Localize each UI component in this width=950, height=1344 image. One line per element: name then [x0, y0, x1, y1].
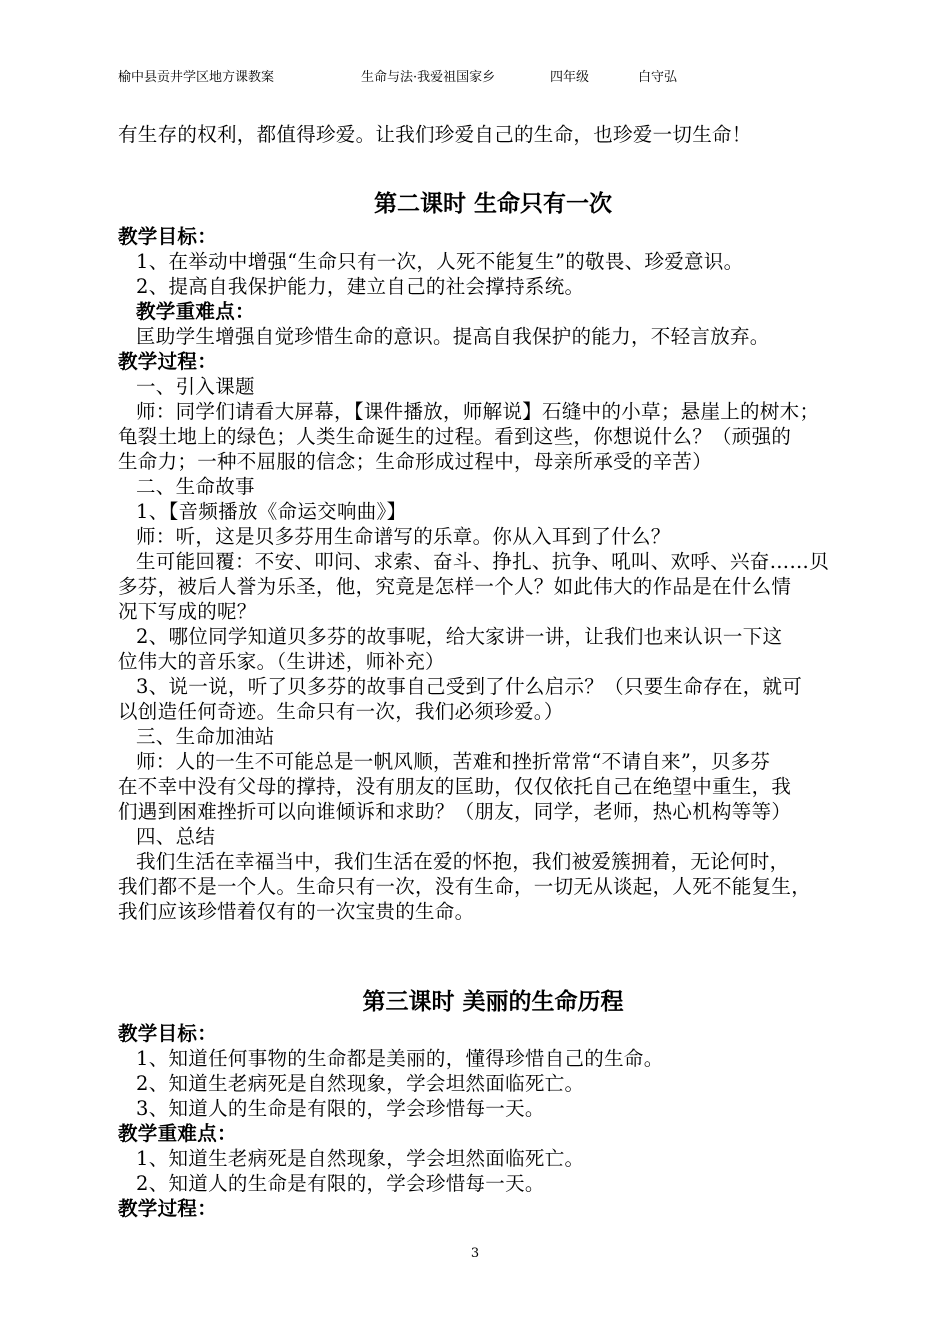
lesson2-process-label: 教学过程：	[118, 350, 218, 373]
process-line: 位伟大的音乐家。（生讲述，师补充）	[118, 650, 445, 673]
header-course: 生命与法·我爱祖国家乡	[361, 70, 496, 85]
lesson3-goals-label: 教学目标：	[118, 1022, 218, 1045]
lesson3-goal: 1、知道任何事物的生命都是美丽的，懂得珍惜自己的生命。	[136, 1047, 664, 1070]
process-line: 况下写成的呢？	[118, 600, 257, 623]
process-line: 多芬，被后人誉为乐圣，他，究竟是怎样一个人？如此伟大的作品是在什么情	[118, 575, 792, 598]
process-line: 3、说一说，听了贝多芬的故事自己受到了什么启示？（只要生命存在，就可	[136, 675, 803, 698]
page-number: 3	[470, 1246, 480, 1261]
process-heading: 三、生命加油站	[136, 725, 275, 748]
lesson2-key-text: 匡助学生增强自觉珍惜生命的意识。提高自我保护的能力，不轻言放弃。	[136, 325, 770, 348]
process-line: 们遇到困难挫折可以向谁倾诉和求助？（朋友，同学，老师，热心机构等等）	[118, 800, 792, 823]
intro-line: 有生存的权利，都值得珍爱。让我们珍爱自己的生命，也珍爱一切生命！	[118, 123, 752, 146]
lesson3-key-point: 2、知道人的生命是有限的，学会珍惜每一天。	[136, 1172, 545, 1195]
lesson2-goal: 2、提高自我保护能力，建立自己的社会撑持系统。	[136, 275, 585, 298]
lesson2-title: 第二课时 生命只有一次	[373, 190, 612, 217]
lesson3-key-label: 教学重难点：	[118, 1122, 237, 1145]
lesson2-key-label: 教学重难点：	[136, 300, 255, 323]
process-line: 师：听，这是贝多芬用生命谱写的乐章。你从入耳到了什么？	[136, 525, 671, 548]
process-line: 在不幸中没有父母的撑持，没有朋友的匡助，仅仅依托自己在绝望中重生，我	[118, 775, 792, 798]
process-heading: 四、总结	[136, 825, 216, 848]
lesson3-goal: 3、知道人的生命是有限的，学会珍惜每一天。	[136, 1097, 545, 1120]
process-heading: 一、引入课题	[136, 375, 255, 398]
lesson3-key-point: 1、知道生老病死是自然现象，学会坦然面临死亡。	[136, 1147, 585, 1170]
process-line: 生命力；一种不屈服的信念；生命形成过程中，母亲所承受的辛苦）	[118, 450, 713, 473]
header-grade: 四年级	[550, 70, 590, 85]
process-line: 我们都不是一个人。生命只有一次，没有生命，一切无从谈起，人死不能复生，	[118, 875, 812, 898]
process-heading: 二、生命故事	[136, 475, 255, 498]
lesson2-goals-label: 教学目标：	[118, 225, 218, 248]
process-line: 我们应该珍惜着仅有的一次宝贵的生命。	[118, 900, 475, 923]
process-line: 以创造任何奇迹。生命只有一次，我们必须珍爱。）	[118, 700, 564, 723]
lesson3-goal: 2、知道生老病死是自然现象，学会坦然面临死亡。	[136, 1072, 585, 1095]
process-line: 龟裂土地上的绿色；人类生命诞生的过程。看到这些，你想说什么？（顽强的	[118, 425, 792, 448]
process-line: 2、哪位同学知道贝多芬的故事呢，给大家讲一讲，让我们也来认识一下这	[136, 625, 783, 648]
header-author: 白守弘	[638, 70, 678, 85]
process-line: 师：人的一生不可能总是一帆风顺，苦难和挫折常常“不请自来”，贝多芬	[136, 750, 771, 773]
lesson3-title: 第三课时 美丽的生命历程	[362, 988, 624, 1015]
process-line: 生可能回覆：不安、叩问、求索、奋斗、挣扎、抗争、吼叫、欢呼、兴奋……贝	[136, 550, 830, 573]
process-line: 我们生活在幸福当中，我们生活在爱的怀抱，我们被爱簇拥着，无论何时，	[136, 850, 790, 873]
process-line: 师：同学们请看大屏幕，【课件播放，师解说】石缝中的小草；悬崖上的树木；	[136, 400, 820, 423]
lesson2-goal: 1、在举动中增强“生命只有一次，人死不能复生”的敬畏、珍爱意识。	[136, 250, 744, 273]
lesson3-process-label: 教学过程：	[118, 1197, 218, 1220]
process-line: 1、【音频播放《命运交响曲》】	[136, 500, 407, 523]
header-school: 榆中县贡井学区地方课教案	[118, 70, 275, 85]
